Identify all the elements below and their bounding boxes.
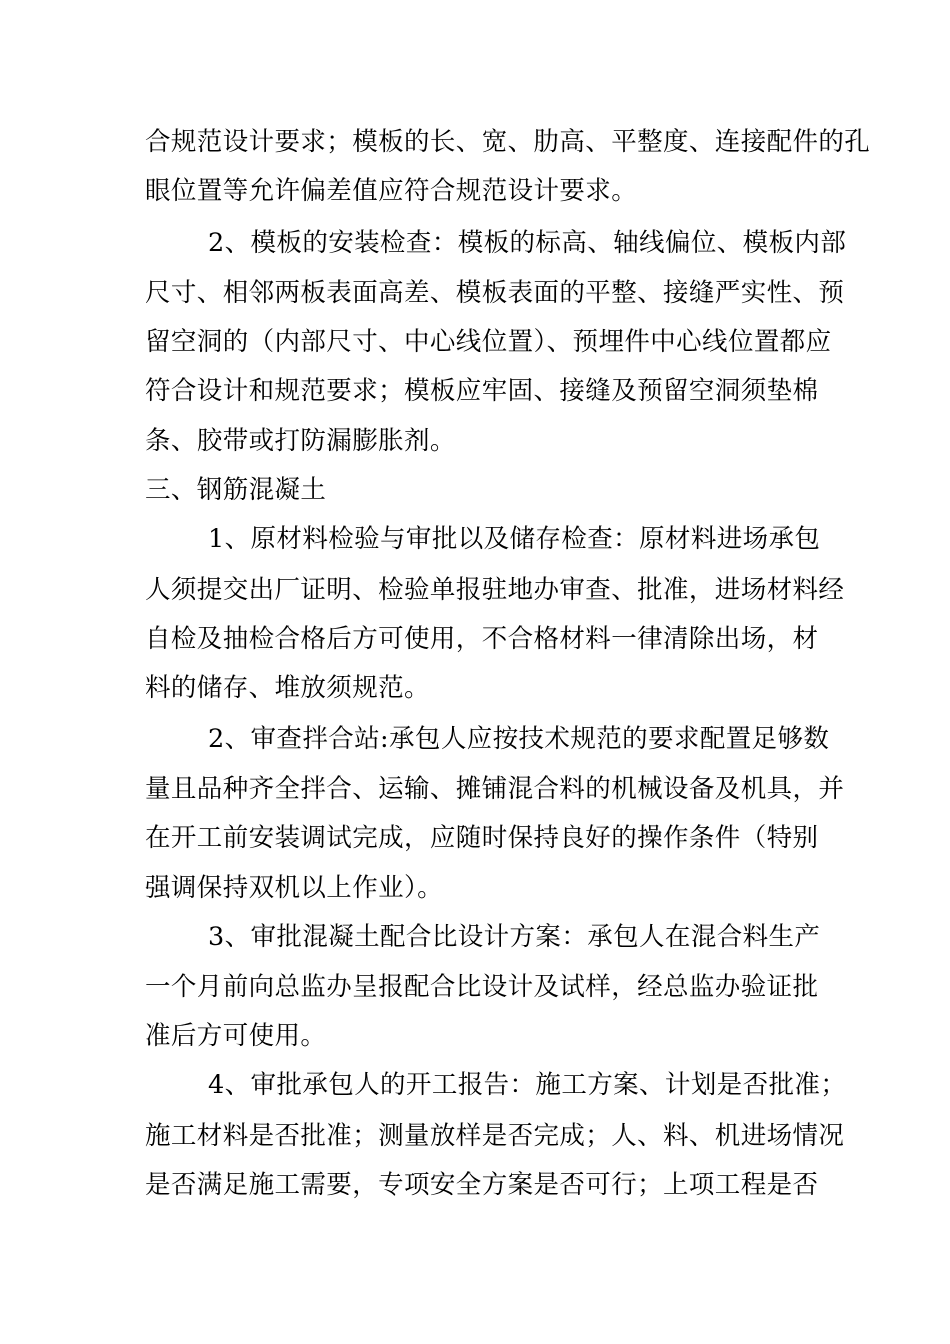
text-line: 尺寸、相邻两板表面高差、模板表面的平整、接缝严实性、预 — [145, 278, 845, 308]
text-line: 自检及抽检合格后方可使用，不合格材料一律清除出场，材 — [145, 624, 819, 654]
text-line: 留空洞的（内部尺寸、中心线位置）、预埋件中心线位置都应 — [145, 327, 832, 357]
text-line: 人须提交出厂证明、检验单报驻地办审查、批准，进场材料经 — [145, 575, 845, 605]
text-line: 在开工前安装调试完成，应随时保持良好的操作条件（特别 — [145, 823, 819, 853]
text-line: 眼位置等允许偏差值应符合规范设计要求。 — [145, 176, 638, 206]
text-line: 量且品种齐全拌合、运输、摊铺混合料的机械设备及机具，并 — [145, 774, 845, 804]
text-line: 强调保持双机以上作业）。 — [145, 873, 444, 903]
text-line: 条、胶带或打防漏膨胀剂。 — [145, 426, 456, 456]
paragraph-start: 2、模板的安装检查：模板的标高、轴线偏位、模板内部 — [208, 228, 847, 258]
paragraph-start: 1、原材料检验与审批以及储存检查：原材料进场承包 — [208, 524, 821, 554]
text-line: 一个月前向总监办呈报配合比设计及试样，经总监办验证批 — [145, 972, 819, 1002]
text-line: 合规范设计要求；模板的长、宽、肋高、平整度、连接配件的孔 — [145, 127, 871, 157]
text-line: 符合设计和规范要求；模板应牢固、接缝及预留空洞须垫棉 — [145, 376, 819, 406]
paragraph-start: 3、审批混凝土配合比设计方案：承包人在混合料生产 — [208, 922, 821, 952]
text-line: 准后方可使用。 — [145, 1021, 327, 1051]
text-line: 料的储存、堆放须规范。 — [145, 673, 430, 703]
paragraph-start: 4、审批承包人的开工报告：施工方案、计划是否批准； — [208, 1070, 847, 1100]
paragraph-start: 2、审查拌合站:承包人应按技术规范的要求配置足够数 — [208, 724, 830, 754]
text-line: 是否满足施工需要，专项安全方案是否可行；上项工程是否 — [145, 1170, 819, 1200]
section-heading: 三、钢筋混凝土 — [145, 475, 327, 505]
text-line: 施工材料是否批准；测量放样是否完成；人、料、机进场情况 — [145, 1121, 845, 1151]
